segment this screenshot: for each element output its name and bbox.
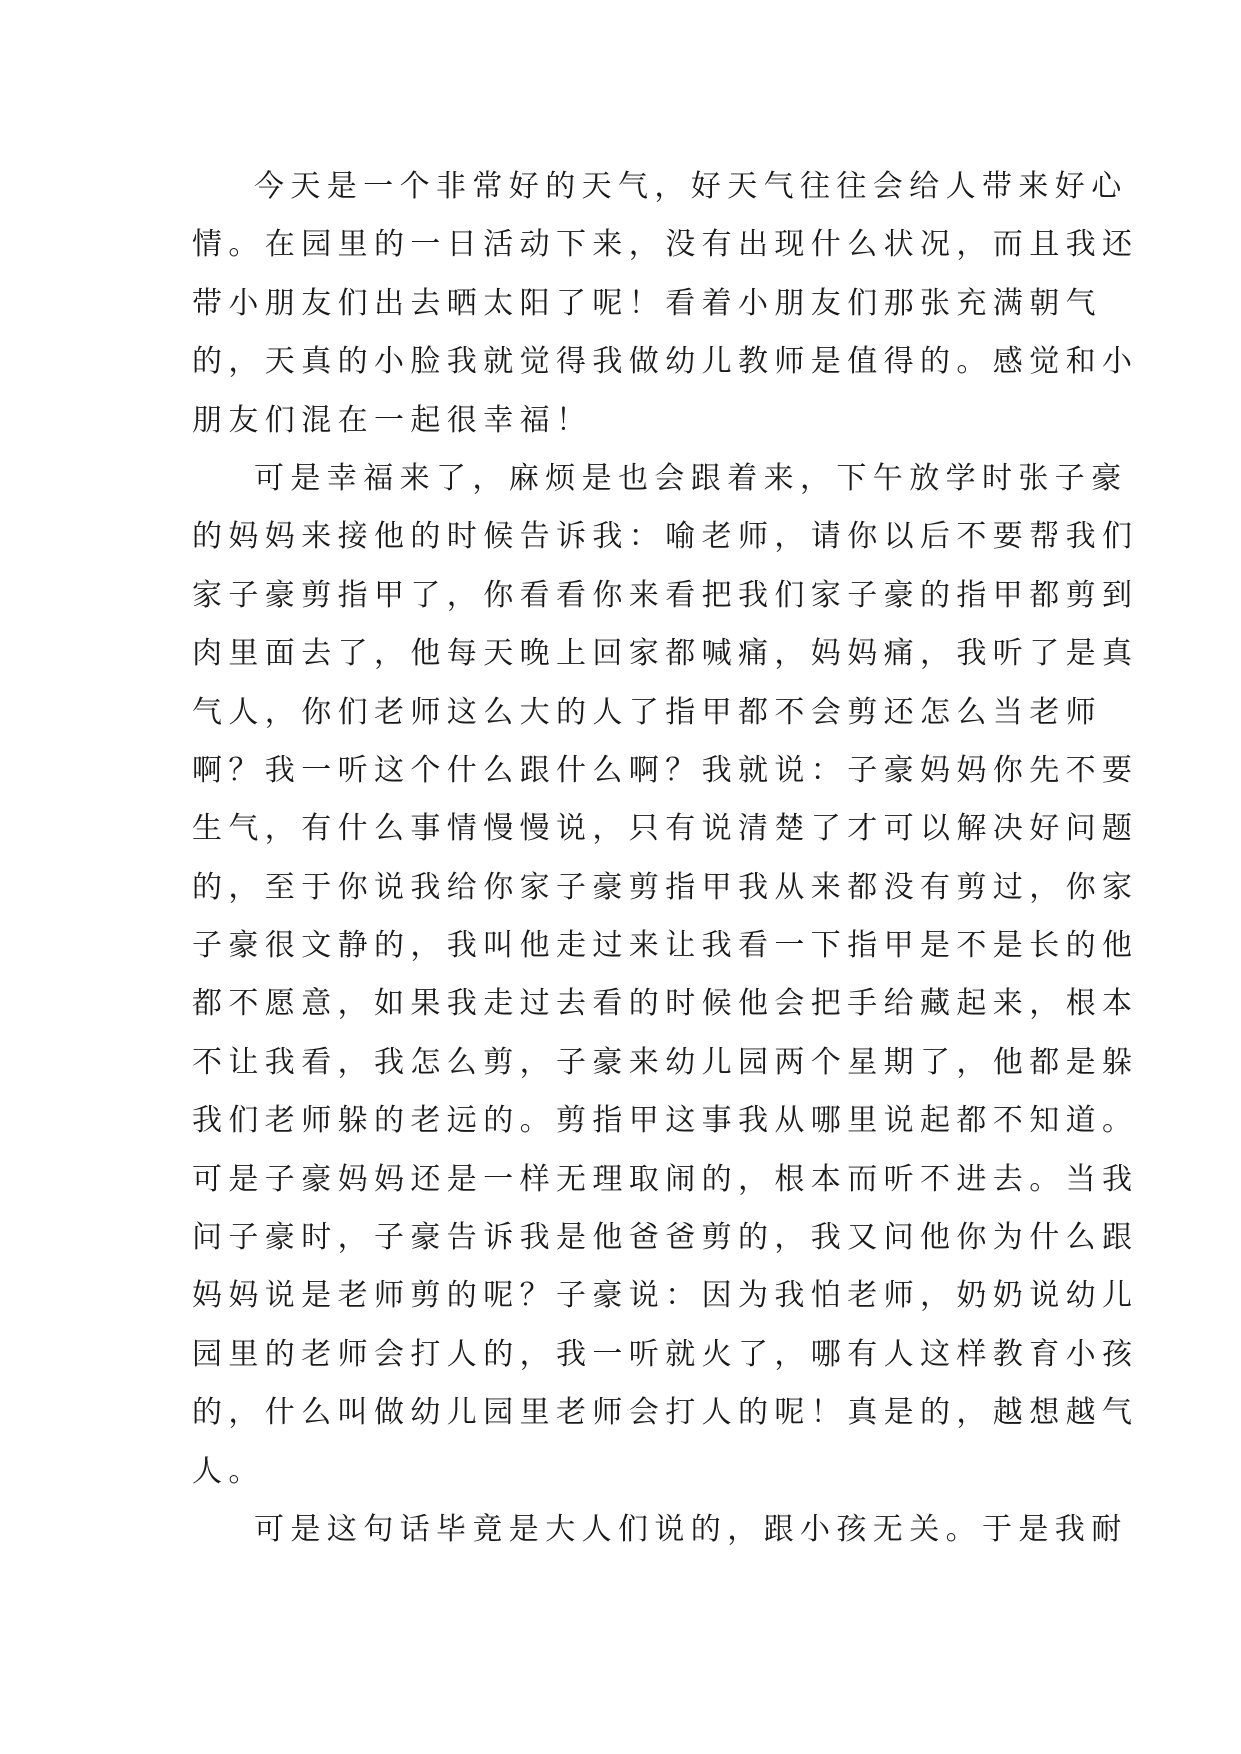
text-line: 情。在园里的一日活动下来，没有出现什么状况，而且我还 — [192, 227, 1139, 263]
text-line: 带小朋友们出去晒太阳了呢！看着小朋友们那张充满朝气 — [192, 285, 1102, 321]
text-line: 的妈妈来接他的时候告诉我：喻老师，请你以后不要帮我们 — [192, 519, 1139, 555]
text-line: 的，至于你说我给你家子豪剪指甲我从来都没有剪过，你家 — [192, 869, 1139, 905]
text-line: 今天是一个非常好的天气，好天气往往会给人带来好心 — [254, 169, 1128, 204]
text-line: 子豪很文静的，我叫他走过来让我看一下指甲是不是长的他 — [192, 928, 1139, 964]
text-line: 啊？我一听这个什么跟什么啊？我就说：子豪妈妈你先不要 — [192, 752, 1139, 788]
body-text — [192, 158, 1139, 1559]
text-line: 肉里面去了，他每天晚上回家都喊痛，妈妈痛，我听了是真 — [192, 636, 1139, 672]
text-line: 园里的老师会打人的，我一听就火了，哪有人这样教育小孩 — [192, 1336, 1139, 1372]
text-line: 朋友们混在一起很幸福！ — [192, 402, 593, 438]
text-line: 气人，你们老师这么大的人了指甲都不会剪还怎么当老师 — [192, 694, 1102, 730]
text-line: 我们老师躲的老远的。剪指甲这事我从哪里说起都不知道。 — [192, 1103, 1139, 1139]
text-line: 家子豪剪指甲了，你看看你来看把我们家子豪的指甲都剪到 — [192, 577, 1139, 613]
text-line: 的，什么叫做幼儿园里老师会打人的呢！真是的，越想越气 — [192, 1395, 1139, 1431]
text-line: 妈妈说是老师剪的呢？子豪说：因为我怕老师，奶奶说幼儿 — [192, 1278, 1139, 1314]
text-line: 都不愿意，如果我走过去看的时候他会把手给藏起来，根本 — [192, 986, 1139, 1022]
text-line: 人。 — [192, 1453, 265, 1489]
text-line: 不让我看，我怎么剪，子豪来幼儿园两个星期了，他都是躲 — [192, 1044, 1139, 1080]
text-line: 的，天真的小脸我就觉得我做幼儿教师是值得的。感觉和小 — [192, 344, 1139, 380]
text-line: 可是子豪妈妈还是一样无理取闹的，根本而听不进去。当我 — [192, 1161, 1139, 1197]
text-line: 问子豪时，子豪告诉我是他爸爸剪的，我又问他你为什么跟 — [192, 1220, 1139, 1256]
text-line: 可是这句话毕竟是大人们说的，跟小孩无关。于是我耐 — [254, 1511, 1128, 1547]
text-line: 可是幸福来了，麻烦是也会跟着来，下午放学时张子豪 — [254, 460, 1128, 496]
text-line: 生气，有什么事情慢慢说，只有说清楚了才可以解决好问题 — [192, 811, 1139, 847]
